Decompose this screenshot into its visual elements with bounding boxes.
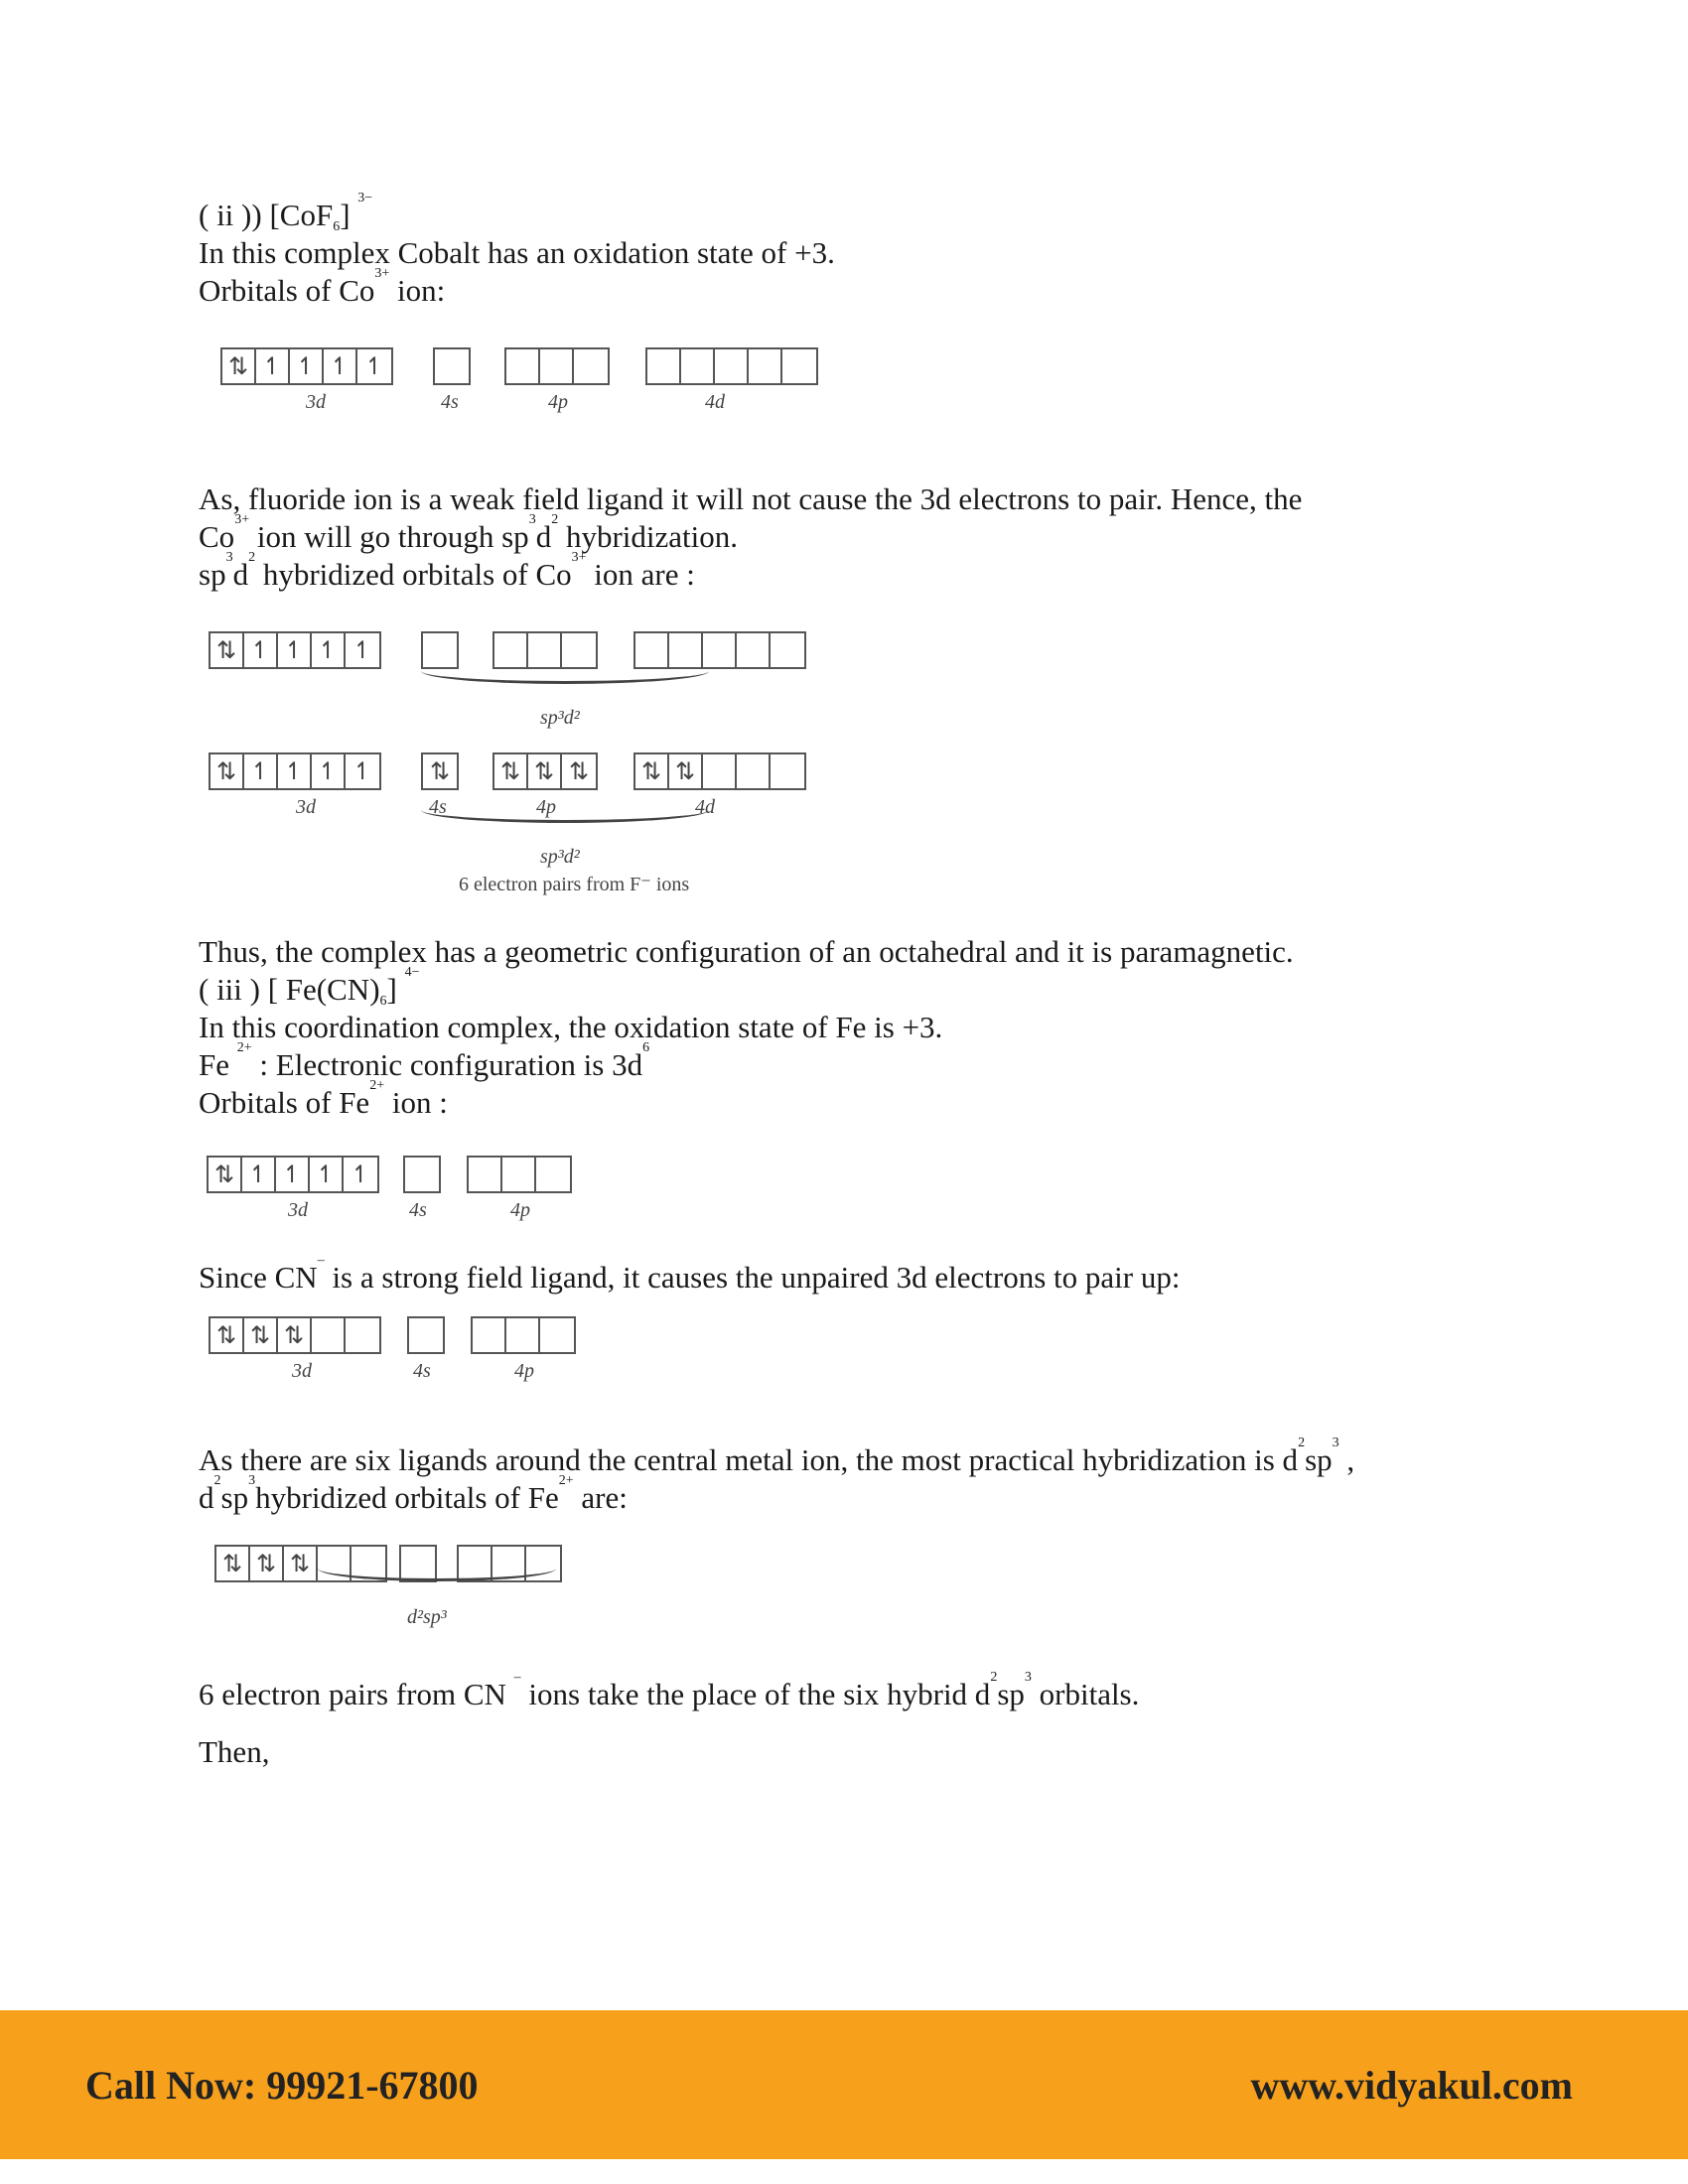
orbital-4d [645, 347, 818, 385]
d2sp3-diagram [199, 1545, 1489, 1646]
electron-pair: ⇅ [244, 1318, 278, 1352]
footer-banner [0, 2010, 1688, 2159]
octahedral-conclusion: Thus, the complex has a geometric configuration of an octahedral and it is paramagnetic. [199, 934, 1294, 969]
label-4s: 4s [429, 796, 447, 818]
f-ion-note: 6 electron pairs from F⁻ ions [459, 874, 690, 895]
electron: ↿ [290, 349, 324, 383]
label-4p: 4p [548, 391, 568, 413]
electron: ↿ [363, 352, 385, 380]
then-line: Then, [199, 1734, 270, 1769]
label-3d: 3d [288, 1199, 308, 1221]
weak-field-paragraph: As, fluoride ion is a weak field ligand it will not cause the 3d electrons to pair. Hence, the [199, 481, 1303, 516]
sp3d2-diagram [199, 631, 1489, 905]
label-4p: 4p [514, 1360, 534, 1382]
electron: ↿ [276, 1158, 310, 1191]
electron-pair: ⇅ [222, 349, 256, 383]
electron: ↿ [352, 636, 373, 664]
orbital-4p [467, 1156, 572, 1193]
electron-pair: ⇅ [209, 1158, 242, 1191]
orbital-4s [421, 752, 459, 790]
label-4p: 4p [510, 1199, 530, 1221]
sp3d2-label: sp³d² [540, 846, 580, 868]
co-orbitals-line: Orbitals of $Co^{3+}$ ion: [199, 266, 446, 308]
hybrid-brace [421, 810, 709, 823]
electron-pair: ⇅ [528, 754, 562, 788]
orbital-4s [403, 1156, 441, 1193]
strong-field-line: Since CN– is a strong field ligand, it causes the unpaired 3d electrons to pair up: [199, 1253, 1181, 1295]
orbital-3d [209, 752, 381, 790]
electron-pair: ⇅ [429, 757, 451, 785]
hybrid-brace [421, 671, 709, 684]
electron-pairs-line: 6 electron pairs from CN – ions take the place of the six hybrid $d^2sp^3$ orbitals. [199, 1670, 1140, 1711]
electron: ↿ [242, 1158, 276, 1191]
electron: ↿ [312, 754, 346, 788]
fe-oxidation-line: In this coordination complex, the oxidation state of Fe is +3. [199, 1010, 943, 1044]
d2sp3-label: d²sp³ [407, 1606, 447, 1628]
orbital-3d [207, 1156, 379, 1193]
fe-orbital-diagram [199, 1156, 1489, 1243]
orbital-3d [220, 347, 393, 385]
label-4s: 4s [409, 1199, 427, 1221]
electron-pair: ⇅ [568, 757, 590, 785]
page-content [199, 191, 1489, 1771]
hybridized-orbitals-line: $sp^3d^2$ hybridized orbitals of $Co^{3+}$ ion are : [199, 550, 695, 592]
d2sp3-orbitals-line: $d^2sp^3hybridized$ orbitals of $Fe^{2+}$ are: [199, 1473, 628, 1515]
oxidation-state-line: In this complex Cobalt has an oxidation state of +3. [199, 235, 835, 270]
label-3d: 3d [292, 1360, 312, 1382]
hybridization-line: $Co^{3+}$ ion will go through $sp^3d^2$ hybridization. [199, 512, 738, 554]
label-4s: 4s [441, 391, 459, 413]
six-ligands-line: As there are six ligands around the central metal ion, the most practical hybridization is $d^2sp^3$ , [199, 1435, 1355, 1477]
fe-paired-diagram [199, 1316, 1489, 1404]
electron-pair: ⇅ [211, 754, 244, 788]
orbital-4p [492, 631, 598, 669]
electron-pair: ⇅ [669, 754, 703, 788]
electron-pair: ⇅ [278, 1318, 312, 1352]
label-4s: 4s [413, 1360, 431, 1382]
orbital-4s [407, 1316, 445, 1354]
label-4p: 4p [536, 796, 556, 818]
electron-pair: ⇅ [216, 1547, 250, 1580]
electron-pair: ⇅ [494, 754, 528, 788]
electron: ↿ [244, 754, 278, 788]
electron-pair: ⇅ [635, 754, 669, 788]
orbital-4p [504, 347, 610, 385]
co-orbital-diagram [199, 347, 1489, 449]
fe-orbitals-line: Orbitals of $Fe^{2+}$ ion : [199, 1078, 448, 1120]
electron: ↿ [278, 633, 312, 667]
label-3d: 3d [296, 796, 316, 818]
orbital-3d [209, 631, 381, 669]
section-iii-heading: ( iii ) [ $Fe(CN)_6$] $^{4-}$ [199, 965, 420, 1009]
fe-config-line: Fe $^{2+}$ : Electronic configuration is $3d^6$ [199, 1040, 650, 1082]
orbital-4s [421, 631, 459, 669]
electron: ↿ [244, 633, 278, 667]
sp3d2-label: sp³d² [540, 707, 580, 729]
call-now-text[interactable]: Call Now: 99921-67800 [85, 2063, 479, 2108]
label-4d: 4d [695, 796, 715, 818]
electron-pair: ⇅ [211, 1318, 244, 1352]
electron: ↿ [324, 349, 357, 383]
orbital-4d [633, 631, 806, 669]
electron-pair: ⇅ [284, 1547, 318, 1580]
electron: ↿ [352, 757, 373, 785]
electron-pair: ⇅ [211, 633, 244, 667]
orbital-3d [209, 1316, 381, 1354]
section-ii-heading: ( ii )) [CoF$_6$] $^{3-}$ [199, 191, 373, 234]
electron: ↿ [312, 633, 346, 667]
electron-pair: ⇅ [250, 1547, 284, 1580]
website-link[interactable]: www.vidyakul.com [1250, 2063, 1573, 2108]
label-3d: 3d [306, 391, 326, 413]
electron: ↿ [278, 754, 312, 788]
label-4d: 4d [705, 391, 725, 413]
orbital-4p [492, 752, 598, 790]
orbital-4d [633, 752, 806, 790]
orbital-4s [433, 347, 471, 385]
electron: ↿ [310, 1158, 344, 1191]
electron: ↿ [256, 349, 290, 383]
orbital-4p [471, 1316, 576, 1354]
electron: ↿ [350, 1160, 371, 1188]
